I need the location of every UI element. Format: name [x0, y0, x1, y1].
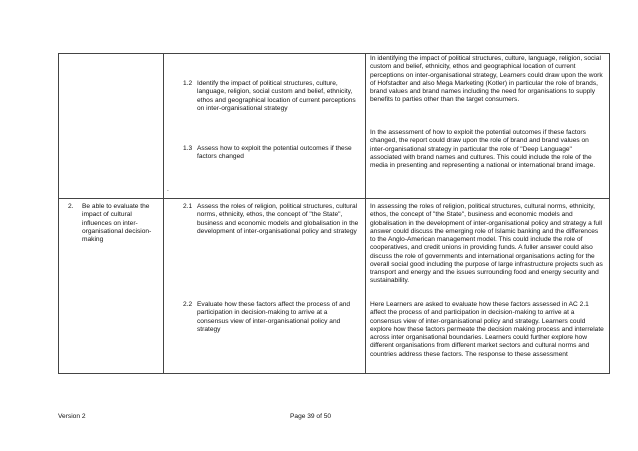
criterion-1-3-number: 1.3	[183, 145, 193, 152]
table-border-left	[58, 53, 59, 374]
row1-dot: .	[167, 186, 169, 193]
criterion-1-2-number: 1.2	[183, 80, 193, 87]
footer-version: Version 2	[58, 413, 86, 420]
table-border-right	[609, 53, 610, 374]
criterion-1-2-text: Identify the impact of political structures, culture, language, religion, social custom and belief, ethnicity, ethos and geographical location of current perceptions on inter-organisational strategy	[197, 80, 356, 112]
criterion-2-1-number: 2.1	[183, 203, 193, 210]
table-border-bottom	[58, 373, 610, 374]
table-row-divider	[58, 198, 610, 199]
criterion-1-3-text: Assess how to exploit the potential outcomes if these factors changed	[197, 145, 352, 161]
outcome-2-number: 2.	[68, 203, 74, 210]
guidance-1-2: In identifying the impact of political structures, culture, language, religion, social custom and belief, ethnicity, ethos and geographical location of current perceptions on inter-organisational strategy, Learners could draw upon the work of Hofstadter and also Mega Marketing (Kotler) in particular the role of brands, brand values and brand names including the need for organisations to supply benefits to parties other than the target consumers.	[370, 55, 603, 104]
outcome-2-text: Be able to evaluate the impact of cultural influences on inter-organisational decision-making	[82, 203, 152, 243]
guidance-2-1: In assessing the roles of religion, political structures, cultural norms, ethnicity, ethos, the concept of "the State", business and economic models and globalisation in the development of inter-organisational policy and strategy a full answer could discuss the emerging role of Islamic banking and the differences to the Anglo-American management model. This could include the role of cooperatives, and credit unions in providing funds. A fuller answer could also discuss the role of governments and international organisations acting for the overall social good including the purpose of large infrastructure projects such as transport and energy and the issues surrounding food and energy security and sustainability.	[370, 203, 603, 285]
table-divider-col1	[163, 53, 164, 374]
footer-page-number: Page 39 of 50	[290, 413, 332, 420]
table-border-top	[58, 53, 610, 54]
guidance-2-2: Here Learners are asked to evaluate how these factors assessed in AC 2.1 affect the process of and participation in decision-making to arrive at a consensus view of inter-organisational policy and strategy. Learners could explore how these factors permeate the decision making process and interrelate across inter organisational boundaries. Learners could further explore how different organisations from different market sectors and cultural norms and countries address these factors. The response to these assessment	[370, 301, 604, 358]
criterion-2-2-number: 2.2	[183, 301, 193, 308]
guidance-1-3: In the assessment of how to exploit the potential outcomes if these factors changed, the report could draw upon the role of brand and brand values on inter-organisational strategy in particular the role of "Deep Language" associated with brand names and cultures. This could include the role of the media in presenting and representing a national or international brand image.	[370, 129, 596, 169]
table-divider-col2	[365, 53, 366, 374]
criterion-2-1-text: Assess the roles of religion, political structures, cultural norms, ethnicity, ethos, the concept of "the State", business and economic models and globalisation in the development of inter-organisational policy and strategy	[197, 203, 359, 235]
criterion-2-2-text: Evaluate how these factors affect the process of and participation in decision-making to arrive at a consensus view of inter-organisational policy and strategy	[197, 301, 351, 333]
